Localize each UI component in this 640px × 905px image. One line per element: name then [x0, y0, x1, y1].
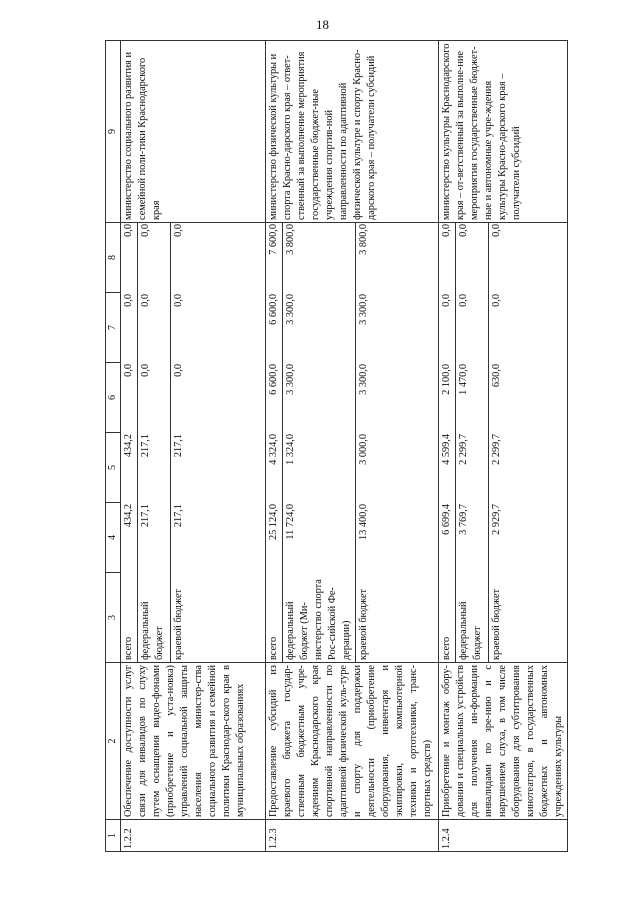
table-row: [439, 41, 568, 852]
value-col5: 4 324,0: [268, 434, 279, 465]
value-col4: 6 699,4: [441, 504, 452, 535]
funding-source: всего: [268, 636, 279, 660]
finance-row: [266, 222, 283, 662]
column-number: 1: [106, 820, 121, 852]
funding-source: краевой бюджет: [171, 572, 204, 662]
column-number-row: [106, 41, 121, 852]
rotated-page-content: [105, 41, 564, 852]
value-col6: 2 100,0: [441, 364, 452, 395]
value-col4: 11 724,0: [283, 502, 356, 572]
row-description: Приобретение и монтаж обору-дования и специальных устройств для получения ин-формации инвалидами по зре-нию и с нарушением слуха, в том числе оборудования для субтитрования кинотеатров, в государственных бюджетных и автономных учреждениях культуры: [439, 663, 568, 820]
value-col8: 0,0: [138, 222, 171, 292]
row-description: Предоставление субсидий из краевого бюджета государ-ственным бюджетным учре-ждениям Краснодарского края спортивной направленности по адаптивной физической куль-туре и спорту для поддержки деятельности (приобретение оборудования, инвентаря и экипировки, компьютерной техники и ортотехники, транс-портных средств): [266, 663, 439, 820]
value-col8: 0,0: [441, 224, 452, 237]
row-id: 1.2.4: [439, 820, 568, 852]
column-number: 7: [106, 293, 121, 363]
row-executor: министерство социального развития и семейной поли-тики Краснодарского края: [121, 41, 266, 223]
value-col4: 217,1: [171, 502, 204, 572]
funding-source: федеральный бюджет: [456, 572, 489, 662]
finance-row: [439, 222, 456, 662]
value-col6: 6 600,0: [268, 364, 279, 395]
value-col5: 1 324,0: [283, 432, 356, 502]
value-col6: 1 470,0: [456, 362, 489, 432]
funding-source: всего: [123, 636, 134, 660]
value-col6: 3 300,0: [283, 362, 356, 432]
column-number: 2: [106, 663, 121, 820]
finance-row: [138, 222, 171, 662]
value-col4: 434,2: [123, 504, 134, 528]
column-number: 9: [106, 41, 121, 223]
value-col7: 0,0: [171, 292, 204, 362]
value-col5: 3 000,0: [356, 432, 415, 502]
value-col8: 3 800,0: [356, 222, 415, 292]
value-col8: 3 800,0: [283, 222, 356, 292]
finance-row: [489, 222, 522, 662]
value-col8: 0,0: [123, 224, 134, 237]
value-col4: 2 929,7: [489, 502, 522, 572]
funding-source: краевой бюджет: [356, 572, 415, 662]
finance-row: [456, 222, 489, 662]
value-col4: 25 124,0: [268, 504, 279, 541]
finance-block: [266, 223, 439, 663]
column-number: 3: [106, 573, 121, 663]
column-number: 4: [106, 503, 121, 573]
value-col5: 217,1: [171, 432, 204, 502]
value-col7: 0,0: [456, 292, 489, 362]
value-col7: 6 600,0: [268, 294, 279, 325]
value-col5: 434,2: [123, 434, 134, 458]
column-number: 8: [106, 223, 121, 293]
table-row: [121, 41, 266, 852]
value-col8: 0,0: [456, 222, 489, 292]
finance-block: [121, 223, 266, 663]
column-number: 5: [106, 433, 121, 503]
table-row: [266, 41, 439, 852]
value-col7: 0,0: [138, 292, 171, 362]
value-col8: 0,0: [489, 222, 522, 292]
funding-source: всего: [441, 636, 452, 660]
finance-row: [356, 222, 415, 662]
finance-row: [283, 222, 356, 662]
finance-row: [121, 222, 138, 662]
value-col5: 2 299,7: [489, 432, 522, 502]
funding-source: федеральный бюджет (Ми-нистерство спорта Рос-сийской Фе-дерации): [283, 572, 356, 662]
value-col7: 0,0: [489, 292, 522, 362]
value-col6: 0,0: [171, 362, 204, 432]
value-col6: 3 300,0: [356, 362, 415, 432]
value-col7: 3 300,0: [356, 292, 415, 362]
value-col7: 0,0: [441, 294, 452, 307]
funding-source: федеральный бюджет: [138, 572, 171, 662]
row-executor: министерство физической культуры и спорта Красно-дарского края – ответ-ственный за выполнение мероприятия государственные бюджет-ные учреждения спортив-ной направленности по адаптивной физической культуре и спорту Красно-дарского края – получатели субсидий: [266, 41, 439, 223]
value-col5: 4 599,4: [441, 434, 452, 465]
finance-block: [439, 223, 568, 663]
measures-table: [105, 40, 568, 852]
value-col8: 7 600,0: [268, 224, 279, 255]
value-col4: 217,1: [138, 502, 171, 572]
value-col4: 3 769,7: [456, 502, 489, 572]
value-col7: 0,0: [123, 294, 134, 307]
value-col6: 0,0: [138, 362, 171, 432]
finance-row: [171, 222, 204, 662]
value-col4: 13 400,0: [356, 502, 415, 572]
value-col8: 0,0: [171, 222, 204, 292]
value-col6: 630,0: [489, 362, 522, 432]
row-id: 1.2.2: [121, 820, 266, 852]
row-id: 1.2.3: [266, 820, 439, 852]
row-executor: министерство культуры Краснодарского края – от-ветственный за выполне-ние мероприятия государственные бюджет-ные и автономные учре-ждения культуры Красно-дарского края – получатели субсидий: [439, 41, 568, 223]
funding-source: краевой бюджет: [489, 572, 522, 662]
column-number: 6: [106, 363, 121, 433]
row-description: Обеспечение доступности услуг связи для инвалидов по слуху путем оснащения видео-фонами (приобретение и уста-новка) управлений социальной защиты населения министер-ства социального развития и семейной политики Краснодар-ского края в муниципальных образованиях: [121, 663, 266, 820]
value-col5: 217,1: [138, 432, 171, 502]
value-col6: 0,0: [123, 364, 134, 377]
value-col5: 2 299,7: [456, 432, 489, 502]
value-col7: 3 300,0: [283, 292, 356, 362]
page-number: 18: [316, 17, 329, 32]
